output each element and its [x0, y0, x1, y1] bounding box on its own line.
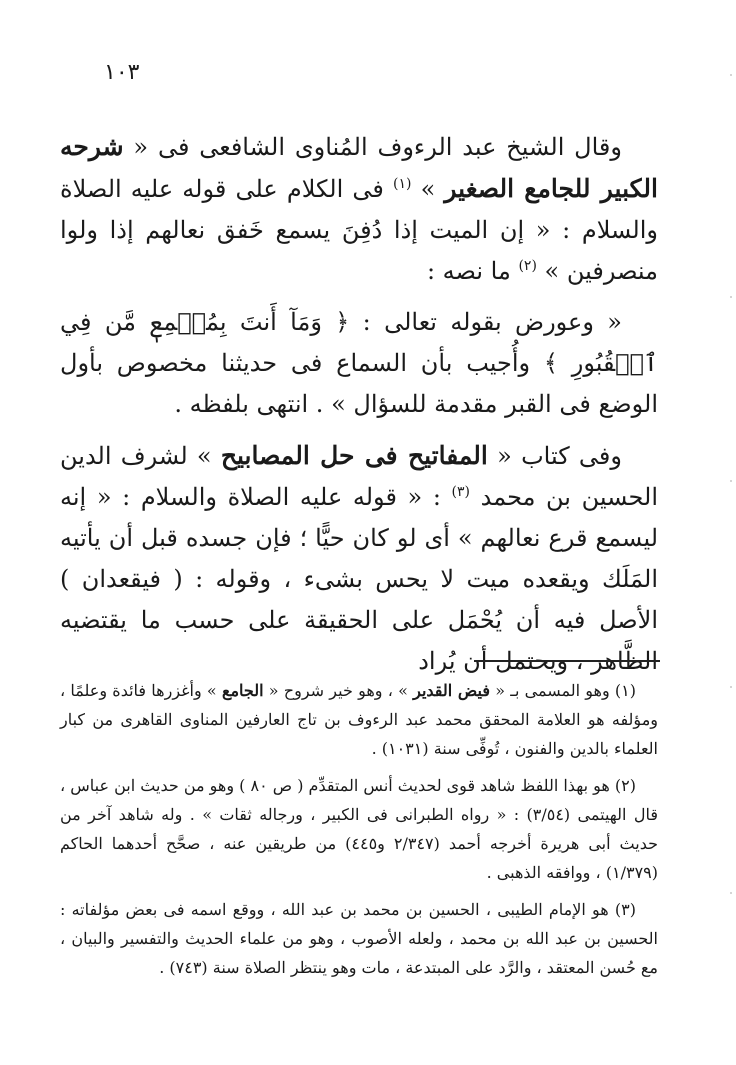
page-number: ١٠٣	[104, 60, 140, 85]
footnote-separator	[474, 660, 660, 662]
book-title-mafatih: المفاتيح فى حل المصابيح	[220, 441, 488, 470]
footnote-ref-3[interactable]: (٣)	[451, 484, 470, 500]
book-title-jami: الجامع	[221, 681, 264, 700]
f1-text-2: » ، وهو خير شروح «	[263, 681, 414, 700]
p1-text-2: »	[411, 175, 445, 203]
p2-text-1: « وعورض بقوله تعالى :	[349, 308, 622, 336]
main-text	[60, 126, 658, 692]
footnote-ref-1[interactable]: (١)	[392, 176, 412, 192]
paragraph-2	[60, 302, 658, 425]
quran-verse: ﴿ وَمَآ أَنتَ بِمُسۡمِعٖ مَّن فِي ٱلۡقُبُورِ ﴾	[60, 308, 658, 377]
footnotes	[60, 676, 658, 990]
footnote-ref-2[interactable]: (٢)	[518, 258, 537, 274]
footnote-2: (٢) هو بهذا اللفظ شاهد قوى لحديث أنس المتقدِّم ( ص ٨٠ ) وهو من حديث ابن عباس ، قال الهيتمى (٣/٥٤) : « رواه الطبرانى فى الكبير ، ورجاله ثقات » . وله شاهد آخر من حديث أبى هريرة أخرجه أحمد (٢/٣٤٧ و٤٤٥) من طريقين عنه ، صحَّح أحدهما الحاكم (١/٣٧٩) ، ووافقه الذهبى .	[60, 776, 659, 882]
book-title-fayd-qadir: فيض القدير	[413, 681, 491, 700]
margin-dot	[730, 296, 732, 298]
margin-dot	[730, 480, 732, 482]
p1-text-3: فى الكلام على قوله عليه الصلاة والسلام : « إن الميت إذا دُفِنَ يسمع خَفق نعالهم إذا ولوا منصرفين »	[60, 175, 658, 285]
margin-dot	[730, 686, 732, 688]
p3-text-3: : « قوله عليه الصلاة والسلام : « إنه ليسمع قرع نعالهم » أى لو كان حيًّا ؛ فإن جسده قبل أن يأتيه المَلَك ويقعده ميت لا يحس بشىء ، وقوله : ( فيقعدان ) الأصل فيه أن يُحْمَل على الحقيقة على حسب ما يقتضيه الظَّاهر ، ويحتمل أن يُراد	[60, 483, 658, 675]
f1-text-3: » وأغزرها فائدة وعلمًا ، ومؤلفه هو العلامة المحقق محمد عبد الرءوف بن تاج العارفين المناوى القاهرى من كبار العلماء بالدين والفنون ، تُوفِّى سنة (١٠٣١) .	[60, 681, 658, 758]
p3-text-1: وفى كتاب «	[487, 442, 622, 470]
paragraph-3	[60, 435, 658, 682]
margin-dot	[730, 74, 732, 76]
p1-text-1: وقال الشيخ عبد الرءوف المُناوى الشافعى فى «	[123, 133, 622, 161]
book-title-sharh-kabir: شرحه الكبير للجامع الصغير	[60, 132, 658, 203]
p1-text-4: ما نصه :	[426, 257, 519, 285]
f1-text-1: (١) وهو المسمى بـ «	[490, 681, 637, 700]
paragraph-1	[60, 126, 658, 292]
scan-margin-dots	[728, 60, 732, 960]
footnote-1	[60, 676, 658, 763]
p2-text-2: وأُجيب بأن السماع فى حديثنا مخصوص بأول الوضع فى القبر مقدمة للسؤال » . انتهى بلفظه .	[60, 349, 658, 418]
margin-dot	[730, 892, 732, 894]
p3-text-2: » لشرف الدين الحسين بن محمد	[60, 442, 658, 511]
footnote-3: (٣) هو الإمام الطيبى ، الحسين بن محمد بن عبد الله ، ووقع اسمه فى بعض مؤلفاته : الحسين بن عبد الله بن محمد ، ولعله الأصوب ، وهو من علماء الحديث والتفسير والبيان ، مع حُسن المعتقد ، والرَّد على المبتدعة ، مات وهو ينتظر الصلاة سنة (٧٤٣) .	[60, 900, 658, 977]
